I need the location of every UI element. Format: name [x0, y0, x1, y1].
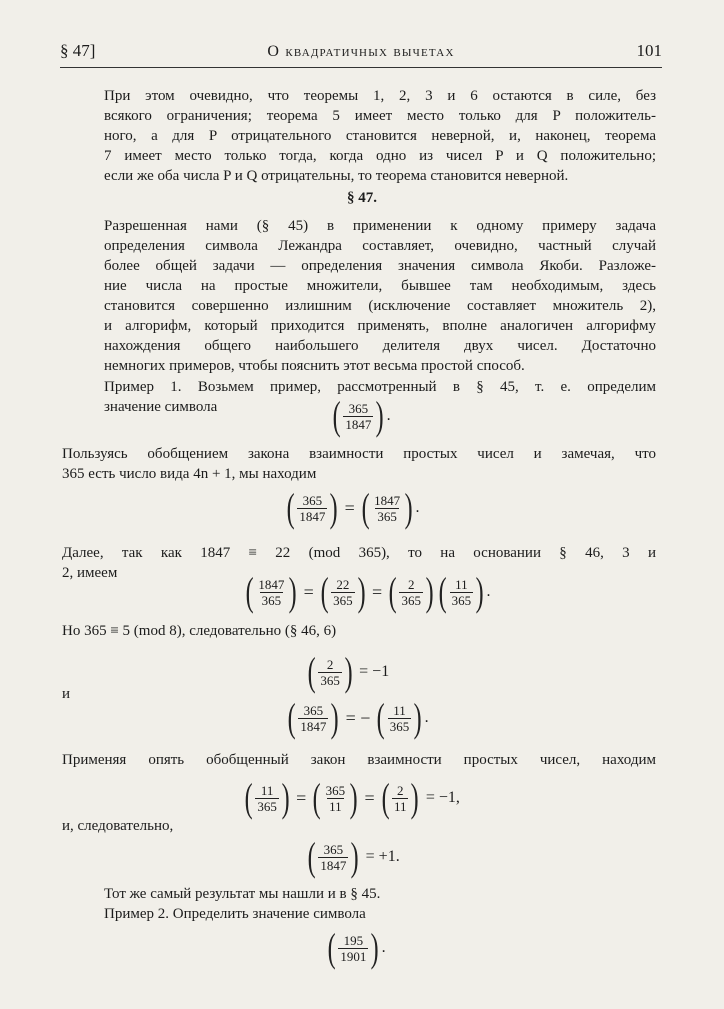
paragraph-6: Применяя опять обобщенный закон взаимности простых чисел, находим — [62, 752, 656, 768]
paragraph-3: Пользуясь обобщением закона взаимности простых чисел и замечая, что 365 есть число вида 4n + 1, мы находим — [62, 446, 656, 482]
page-number: 101 — [636, 41, 662, 60]
formula-5: ( $\frac{365}{1847}$ ) = − ( $\frac{11}{365}$ ) . — [287, 695, 429, 740]
example-2: Пример 2. Определить значение символа — [104, 906, 366, 922]
paragraph-8: Тот же самый результат мы нашли и в § 45. — [104, 886, 381, 902]
formula-1: ( $\frac{365}{1847}$ ) . — [330, 396, 391, 436]
header-section: § 47] — [60, 41, 96, 60]
formula-3: ( $\frac{1847}{365}$ ) = ( $\frac{22}{365}$ ) = ( $\frac{2}{365}$ ) ( $\frac{11}{365}$ ) . — [245, 569, 491, 614]
section-title: § 47. — [347, 190, 377, 206]
formula-8: ( $\frac{195}{1901}$ ) . — [327, 925, 386, 970]
paragraph-4: Далее, так как 1847 ≡ 22 (mod 365), то на основании § 46, 3 и 2, имеем — [62, 545, 656, 581]
example-1-intro: Пример 1. Возьмем пример, рассмотренный в § 45, т. е. определим значение символа — [104, 379, 656, 415]
formula-2: ( $\frac{365}{1847}$ ) = ( $\frac{1847}{365}$ ) . — [286, 485, 420, 530]
formula-4: ( $\frac{2}{365}$ ) = −1 — [307, 649, 390, 694]
formula-7: ( $\frac{365}{1847}$ ) = +1. — [307, 834, 400, 879]
header-rule — [60, 67, 662, 68]
paragraph-7: и, следовательно, — [62, 818, 174, 834]
formula-6: ( $\frac{11}{365}$ ) = ( $\frac{365}{11}$ ) = ( $\frac{2}{11}$ ) = −1, — [244, 775, 460, 820]
and-word: и — [62, 686, 71, 702]
paragraph-1: При этом очевидно, что теоремы 1, 2, 3 и 6 остаются в силе, без всякого ограничения; теорема 5 имеет место только для P положитель- ного, а для P отрицательного становится неверной, и, наконец, теорема 7 имеет место только тогда, когда одно из чисел P и Q положительно; если же оба числа P и Q отрицательны, то теорема становится неверной. — [104, 88, 656, 184]
jacobi-symbol: ( $\frac{365}{1847}$ ) — [332, 393, 384, 438]
paragraph-5: Но 365 ≡ 5 (mod 8), следовательно (§ 46, 6) — [62, 623, 337, 639]
header-title: О квадратичных вычетах — [267, 43, 455, 60]
paragraph-2: Разрешенная нами (§ 45) в применении к одному примеру задача определения символа Лежандра составляет, очевидно, частный случай более общей задачи — определения значения символа Якоби. Разложе- ние числа на простые множители, бывшее там необходимым, здесь становится совершенно излишним (исключение составляет множитель 2), и алгорифм, который приходится применять, вполне аналогичен алгорифму нахождения общего наибольшего делителя двух чисел. Достаточно немногих примеров, чтобы пояснить этот весьма простой способ. — [104, 218, 656, 374]
